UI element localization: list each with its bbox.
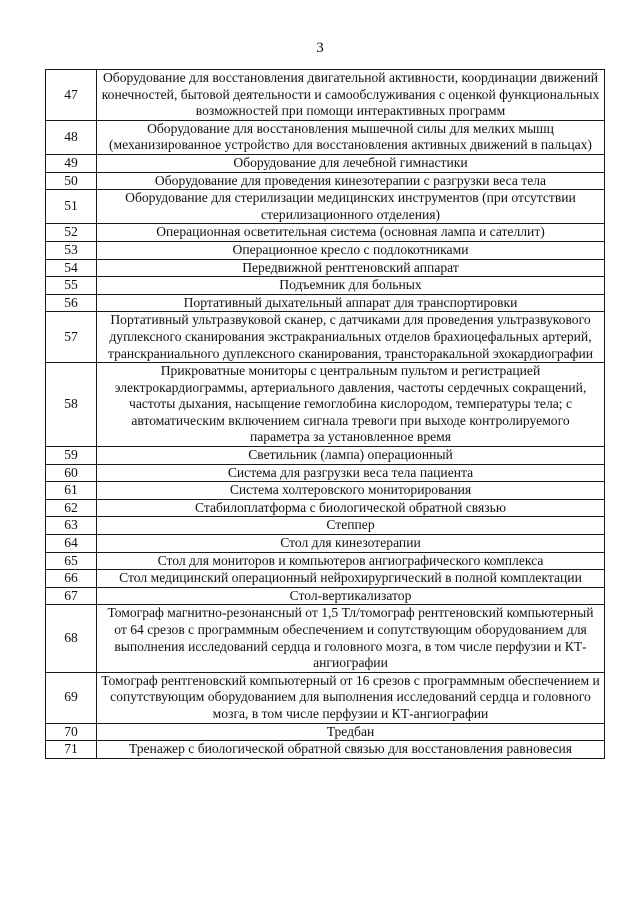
row-number-cell: 57 [46, 312, 97, 363]
page-number: 3 [316, 40, 324, 56]
row-number-cell: 51 [46, 190, 97, 224]
equipment-table-body [46, 70, 605, 759]
equipment-name-cell: Оборудование для лечебной гимнастики [97, 154, 605, 172]
row-number-cell: 67 [46, 587, 97, 605]
table-row [46, 447, 605, 465]
equipment-name-cell: Оборудование для восстановления мышечной силы для мелких мышц (механизированное устройство для восстановления активных движений в пальцах) [97, 120, 605, 154]
row-number-cell: 54 [46, 259, 97, 277]
equipment-name-cell: Система холтеровского мониторирования [97, 482, 605, 500]
row-number-cell: 50 [46, 172, 97, 190]
equipment-name-cell: Стол для кинезотерапии [97, 535, 605, 553]
row-number-cell: 69 [46, 672, 97, 723]
equipment-name-cell: Прикроватные мониторы с центральным пультом и регистрацией электрокардиограммы, артериального давления, частоты сердечных сокращений, частоты дыхания, насыщение гемоглобина кислородом, температуры тела; с автоматическим включением сигнала тревоги при выходе контролируемого параметра за установленное время [97, 363, 605, 447]
table-row [46, 120, 605, 154]
table-row [46, 241, 605, 259]
table-row [46, 605, 605, 672]
table-row [46, 190, 605, 224]
row-number-cell: 58 [46, 363, 97, 447]
table-row [46, 154, 605, 172]
row-number-cell: 59 [46, 447, 97, 465]
equipment-name-cell: Оборудование для стерилизации медицинских инструментов (при отсутствии стерилизационного отделения) [97, 190, 605, 224]
row-number-cell: 62 [46, 499, 97, 517]
table-row [46, 277, 605, 295]
equipment-name-cell: Томограф рентгеновский компьютерный от 16 срезов с программным обеспечением и сопутствующим оборудованием для выполнения исследований сердца и головного мозга, в том числе перфузии и КТ-ангиографии [97, 672, 605, 723]
row-number-cell: 61 [46, 482, 97, 500]
equipment-name-cell: Стол-вертикализатор [97, 587, 605, 605]
equipment-name-cell: Тренажер с биологической обратной связью для восстановления равновесия [97, 741, 605, 759]
row-number-cell: 55 [46, 277, 97, 295]
table-row [46, 723, 605, 741]
row-number-cell: 65 [46, 552, 97, 570]
row-number-cell: 47 [46, 70, 97, 121]
equipment-name-cell: Стол для мониторов и компьютеров ангиографического комплекса [97, 552, 605, 570]
table-row [46, 535, 605, 553]
table-row [46, 363, 605, 447]
row-number-cell: 71 [46, 741, 97, 759]
equipment-name-cell: Передвижной рентгеновский аппарат [97, 259, 605, 277]
table-row [46, 517, 605, 535]
table-row [46, 70, 605, 121]
row-number-cell: 66 [46, 570, 97, 588]
row-number-cell: 56 [46, 294, 97, 312]
table-row [46, 499, 605, 517]
row-number-cell: 48 [46, 120, 97, 154]
equipment-name-cell: Оборудование для восстановления двигательной активности, координации движений конечностей, бытовой деятельности и самообслуживания с оценкой функциональных возможностей при помощи интерактивных программ [97, 70, 605, 121]
equipment-name-cell: Степпер [97, 517, 605, 535]
equipment-name-cell: Светильник (лампа) операционный [97, 447, 605, 465]
equipment-name-cell: Стабилоплатформа с биологической обратной связью [97, 499, 605, 517]
row-number-cell: 70 [46, 723, 97, 741]
equipment-name-cell: Портативный ультразвуковой сканер, с датчиками для проведения ультразвукового дуплексного сканирования экстракраниальных отделов брахиоцефальных артерий, транскраниального дуплексного сканирования, трансторакальной эхокардиографии [97, 312, 605, 363]
table-row [46, 672, 605, 723]
table-row [46, 172, 605, 190]
equipment-name-cell: Система для разгрузки веса тела пациента [97, 464, 605, 482]
equipment-name-cell: Портативный дыхательный аппарат для транспортировки [97, 294, 605, 312]
row-number-cell: 63 [46, 517, 97, 535]
table-row [46, 312, 605, 363]
table-row [46, 259, 605, 277]
equipment-table [45, 69, 605, 759]
equipment-name-cell: Стол медицинский операционный нейрохирургический в полной комплектации [97, 570, 605, 588]
table-row [46, 741, 605, 759]
equipment-name-cell: Томограф магнитно-резонансный от 1,5 Тл/томограф рентгеновский компьютерный от 64 срезов с программным обеспечением и сопутствующим оборудованием для выполнения исследований сердца и головного мозга, в том числе перфузии и КТ- ангиографии [97, 605, 605, 672]
equipment-name-cell: Тредбан [97, 723, 605, 741]
table-row [46, 482, 605, 500]
table-row [46, 464, 605, 482]
row-number-cell: 49 [46, 154, 97, 172]
equipment-name-cell: Операционная осветительная система (основная лампа и сателлит) [97, 224, 605, 242]
table-row [46, 570, 605, 588]
row-number-cell: 52 [46, 224, 97, 242]
equipment-name-cell: Оборудование для проведения кинезотерапии с разгрузки веса тела [97, 172, 605, 190]
table-row [46, 224, 605, 242]
row-number-cell: 60 [46, 464, 97, 482]
table-row [46, 294, 605, 312]
equipment-name-cell: Операционное кресло с подлокотниками [97, 241, 605, 259]
row-number-cell: 68 [46, 605, 97, 672]
equipment-name-cell: Подъемник для больных [97, 277, 605, 295]
row-number-cell: 53 [46, 241, 97, 259]
table-row [46, 552, 605, 570]
row-number-cell: 64 [46, 535, 97, 553]
table-row [46, 587, 605, 605]
